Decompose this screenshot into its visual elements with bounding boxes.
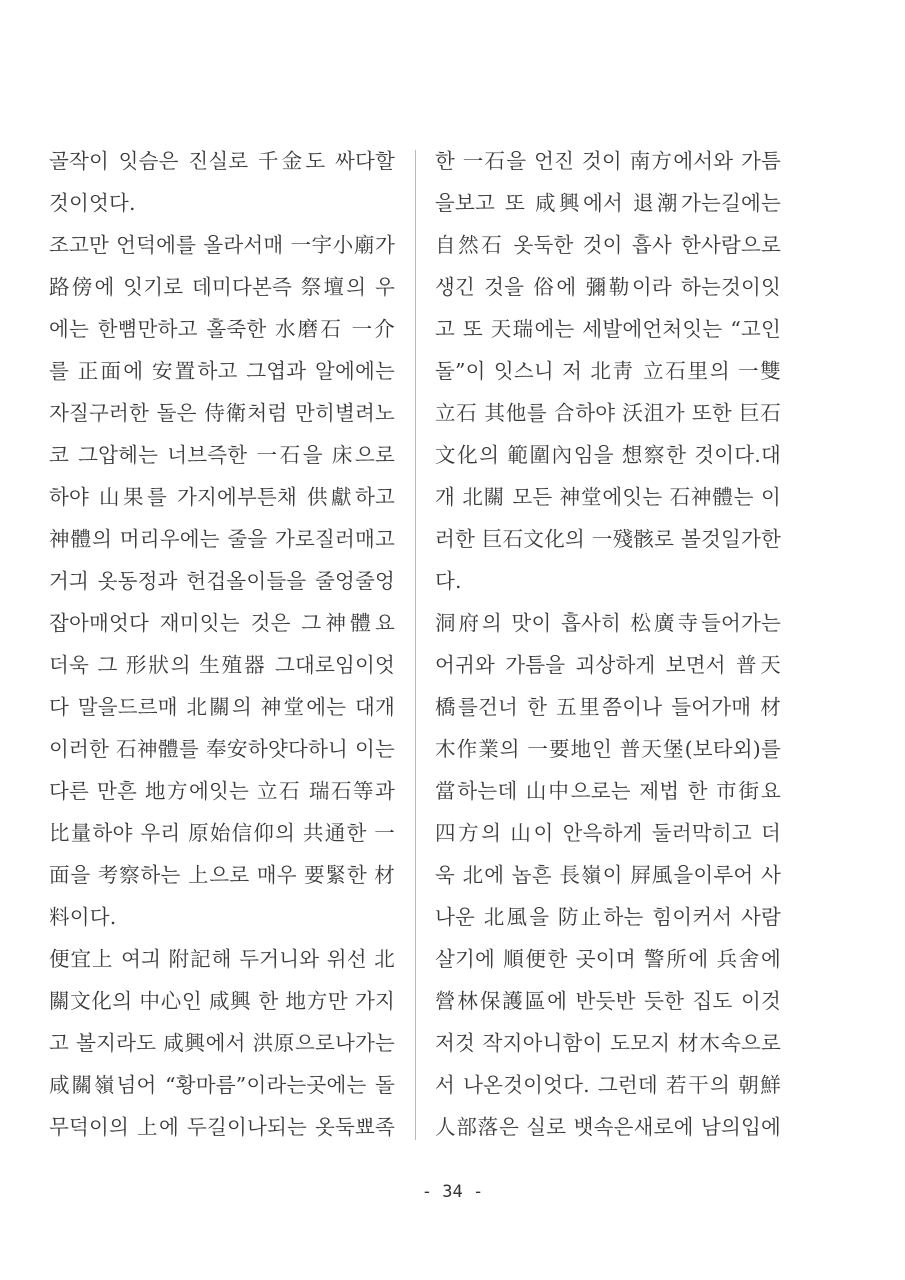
- text-line: 골작이 잇슴은 진실로 千金도 싸다할: [49, 149, 395, 173]
- text-line: 고 또 天瑞에는 세발에언처잇는 “고인: [435, 317, 781, 341]
- text-line: 當하는데 山中으로는 제법 한 市街요: [435, 779, 781, 803]
- text-line: 이러한 石神體를 奉安하얏다하니 이는: [49, 737, 395, 761]
- text-line: 하야 山果를 가지에부튼채 供獻하고: [49, 485, 395, 509]
- text-line: 路傍에 잇기로 데미다본즉 祭壇의 우: [49, 275, 395, 299]
- text-line: 한 一石을 언진 것이 南方에서와 가틈: [435, 149, 781, 173]
- text-line: 料이다.: [49, 905, 117, 929]
- text-line: 무덕이의 上에 두길이나되는 옷둑뾰족: [49, 1115, 395, 1139]
- text-line: 을보고 또 咸興에서 退潮가는길에는: [435, 191, 781, 215]
- page-number: - 34 -: [421, 1182, 484, 1202]
- text-line: 文化의 範圍內임을 想察한 것이다.대: [435, 443, 781, 467]
- text-line: 살기에 順便한 곳이며 警所에 兵舍에: [435, 947, 781, 971]
- text-line: 욱 北에 놉흔 長嶺이 屛風을이루어 사: [435, 863, 781, 887]
- text-line: 다.: [435, 569, 462, 593]
- text-line: 서 나온것이엇다. 그런데 若干의 朝鮮: [435, 1073, 781, 1097]
- text-line: 고 볼지라도 咸興에서 洪原으로나가는: [49, 1031, 395, 1055]
- text-line: 자질구러한 돌은 侍衛처럼 만히별려노: [49, 401, 395, 425]
- text-line: 러한 巨石文化의 一殘骸로 볼것일가한: [435, 527, 781, 551]
- left-text-column: [49, 140, 395, 1148]
- text-line: 돌”이 잇스니 저 北靑 立石里의 一雙: [435, 359, 781, 383]
- text-line: 것이엇다.: [49, 191, 136, 215]
- text-line: 洞府의 맛이 흡사히 松廣寺들어가는: [435, 611, 781, 635]
- text-line: 에는 한뼘만하고 홀죽한 水磨石 一介: [49, 317, 395, 341]
- text-line: 를 正面에 安置하고 그엽과 알에에는: [49, 359, 395, 383]
- text-line: 面을 考察하는 上으로 매우 要緊한 材: [49, 863, 395, 887]
- text-line: 다 말을드르매 北關의 神堂에는 대개: [49, 695, 395, 719]
- text-line: 神體의 머리우에는 줄을 가로질러매고: [49, 527, 395, 551]
- text-line: 더욱 그 形狀의 生殖器 그대로임이엇: [49, 653, 395, 677]
- text-line: 立石 其他를 合하야 沃沮가 또한 巨石: [435, 401, 781, 425]
- text-line: 거긔 옷동정과 헌겁올이들을 줄엉줄엉: [49, 569, 395, 593]
- text-line: 便宜上 여긔 附記해 두거니와 위선 北: [49, 947, 395, 971]
- text-line: 關文化의 中心인 咸興 한 地方만 가지: [49, 989, 395, 1013]
- text-line: 木作業의 一要地인 普天堡(보타외)를: [435, 737, 781, 761]
- text-line: 개 北關 모든 神堂에잇는 石神體는 이: [435, 485, 781, 509]
- text-line: 四方의 山이 안윽하게 둘러막히고 더: [435, 821, 781, 845]
- text-line: 나운 北風을 防止하는 힘이커서 사람: [435, 905, 781, 929]
- text-line: 저것 작지아니함이 도모지 材木속으로: [435, 1031, 781, 1055]
- text-line: 咸關嶺넘어 “황마름”이라는곳에는 돌: [49, 1073, 395, 1097]
- text-line: 人部落은 실로 뱃속은새로에 남의입에: [435, 1115, 781, 1139]
- text-line: 다른 만흔 地方에잇는 立石 瑞石等과: [49, 779, 395, 803]
- column-divider: [415, 150, 416, 1140]
- text-line: 營林保護區에 반듯반 듯한 집도 이것: [435, 989, 781, 1013]
- text-line: 생긴 것을 俗에 彌勒이라 하는것이잇: [435, 275, 781, 299]
- text-line: 코 그압헤는 너브즉한 一石을 床으로: [49, 443, 395, 467]
- text-line: 比量하야 우리 原始信仰의 共通한 一: [49, 821, 395, 845]
- text-line: 잡아매엇다 재미잇는 것은 그神體요: [49, 611, 395, 635]
- text-line: 自然石 옷둑한 것이 흡사 한사람으로: [435, 233, 781, 257]
- text-line: 橋를건너 한 五里쯤이나 들어가매 材: [435, 695, 781, 719]
- right-text-column: [435, 140, 781, 1148]
- text-line: 조고만 언덕에를 올라서매 一宇小廟가: [49, 233, 395, 257]
- text-line: 어귀와 가틈을 괴상하게 보면서 普天: [435, 653, 781, 677]
